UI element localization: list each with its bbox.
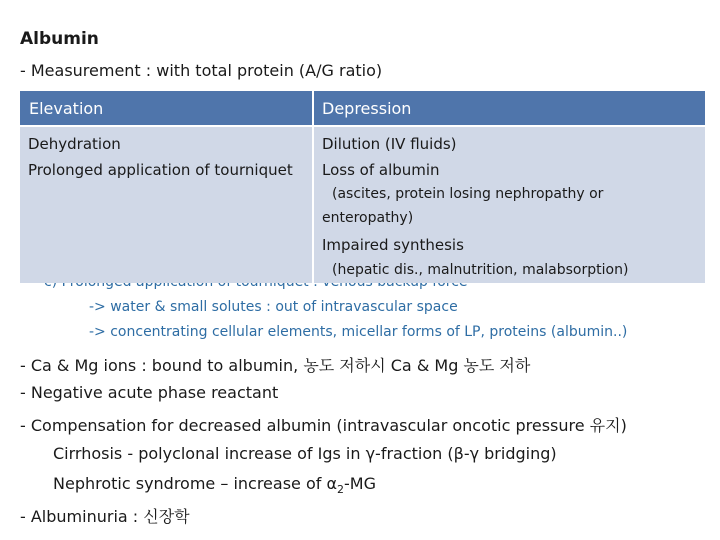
nephrotic-text: Nephrotic syndrome – increase of α: [53, 474, 338, 493]
cirrhosis-line: Cirrhosis - polyclonal increase of Igs in γ-fraction (β-γ bridging): [53, 444, 557, 463]
page-title: Albumin: [20, 29, 99, 49]
column-divider: [312, 91, 314, 283]
nephrotic-suffix: -MG: [344, 474, 377, 493]
depression-loss-detail-2: enteropathy): [322, 210, 414, 226]
elevation-item-tourniquet: Prolonged application of tourniquet: [28, 161, 293, 179]
elevation-item-dehydration: Dehydration: [28, 135, 121, 153]
elevation-header: Elevation: [29, 99, 104, 118]
albumin-table: [20, 91, 705, 283]
arrow-line-2: -> concentrating cellular elements, micellar forms of LP, proteins (albumin..): [89, 324, 628, 340]
depression-item-dilution: Dilution (IV fluids): [322, 135, 457, 153]
depression-impaired-detail: (hepatic dis., malnutrition, malabsorption): [332, 262, 629, 278]
depression-item-loss: Loss of albumin: [322, 161, 440, 179]
nephrotic-line: [53, 474, 376, 496]
arrow-line-1: -> water & small solutes : out of intravascular space: [89, 299, 458, 315]
bullet-ca-mg: - Ca & Mg ions : bound to albumin, 농도 저하시 Ca & Mg 농도 저하: [20, 356, 531, 375]
alpha-subscript: 2: [337, 483, 345, 497]
bullet-negative: - Negative acute phase reactant: [20, 383, 279, 402]
bullet-albuminuria: - Albuminuria : 신장학: [20, 507, 190, 526]
depression-loss-detail-1: (ascites, protein losing nephropathy or: [332, 186, 604, 202]
bullet-compensation: - Compensation for decreased albumin (intravascular oncotic pressure 유지): [20, 416, 627, 435]
measurement-line: - Measurement : with total protein (A/G ratio): [20, 61, 383, 80]
depression-header: Depression: [322, 99, 412, 118]
depression-item-impaired: Impaired synthesis: [322, 236, 464, 254]
row-divider: [20, 125, 705, 127]
